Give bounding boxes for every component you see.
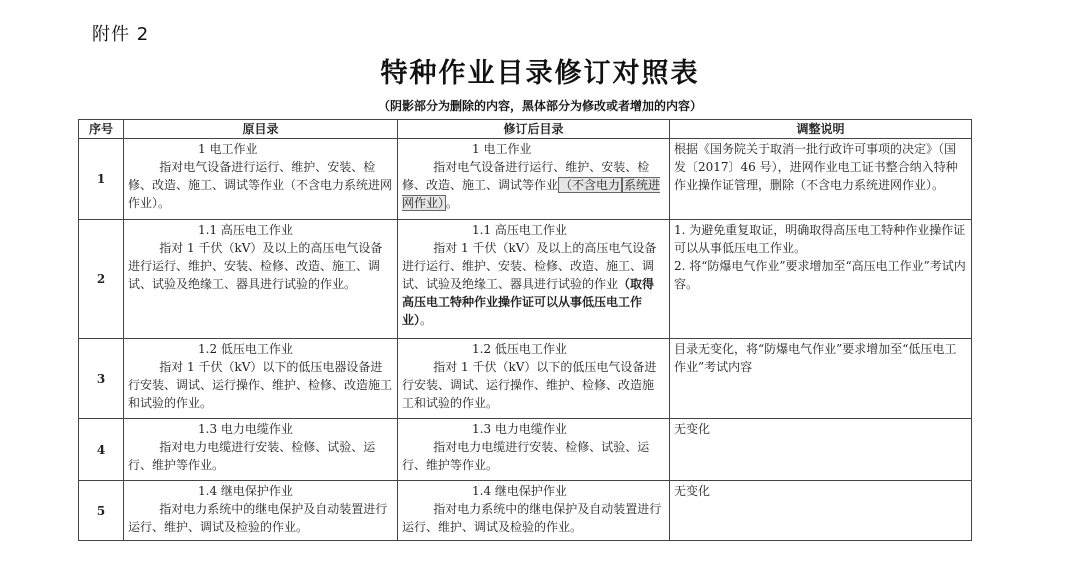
revised-desc-tail: 。: [446, 196, 459, 210]
document-title: 特种作业目录修订对照表: [380, 58, 700, 89]
revised-desc: 指对电力电缆进行安装、检修、试验、运行、维护等作业。: [402, 440, 650, 472]
column-header-seq: 序号: [79, 120, 124, 139]
original-desc: 指对 1 千伏（kV）及以上的高压电气设备进行运行、维护、安装、检修、改造、施工、调试、试验及绝缘工、器具进行试验的作业。: [128, 241, 383, 291]
original-title: 1.3 电力电缆作业: [198, 422, 293, 436]
added-bold-text: （取得高压电工特种作业操作证可以从事低压电工作业）: [402, 277, 655, 327]
revised-title: 1.4 继电保护作业: [472, 484, 567, 498]
row-number: 1: [79, 139, 124, 220]
revised-desc: 指对 1 千伏（kV）以下的低压电气设备进行安装、调试、运行操作、维护、检修、改造施工和试验的作业。: [402, 360, 657, 410]
remark-line: 无变化: [674, 422, 711, 436]
revised-desc: [402, 239, 665, 329]
revised-title: 1.1 高压电工作业: [472, 223, 567, 237]
column-header-original: 原目录: [124, 120, 398, 139]
revised-desc: 指对电力系统中的继电保护及自动装置进行运行、维护、调试及检验的作业。: [402, 502, 662, 534]
revised-title: 1.2 低压电工作业: [472, 342, 567, 356]
original-cell: [124, 220, 398, 339]
remark-line: 2. 将“防爆电气作业”要求增加至“高压电工作业”考试内容。: [674, 259, 966, 291]
revised-desc-tail: 。: [420, 313, 433, 327]
deleted-shaded-text: 系统进网作业）: [402, 178, 661, 210]
revised-desc-text: 指对 1 千伏（kV）及以上的高压电气设备进行运行、维护、安装、检修、改造、施工、调试、试验及绝缘工、器具进行试验的作业: [402, 241, 657, 291]
column-header-remark: 调整说明: [670, 120, 972, 139]
remark-cell: [670, 339, 972, 419]
document-note: （阴影部分为删除的内容，黑体部分为修改或者增加的内容）: [377, 99, 702, 113]
original-cell: [124, 481, 398, 541]
remark-line: 1. 为避免重复取证，明确取得高压电工特种作业操作证可以从事低压电工作业。: [674, 223, 966, 255]
revised-desc-text: 指对电气设备进行运行、维护、安装、检修、改造、施工、调试等作业: [402, 160, 650, 192]
remark-cell: [670, 139, 972, 220]
row-number: 2: [79, 220, 124, 339]
remark-cell: [670, 220, 972, 339]
original-cell: [124, 419, 398, 481]
original-title: 1.2 低压电工作业: [198, 342, 293, 356]
remark-cell: [670, 419, 972, 481]
table-row: [79, 220, 972, 339]
revised-cell: [398, 339, 670, 419]
remark-line: 目录无变化，将“防爆电气作业”要求增加至“低压电工作业”考试内容: [674, 342, 957, 374]
row-number: 4: [79, 419, 124, 481]
deleted-shaded-text: （不含电力: [560, 178, 621, 192]
revised-title: 1.3 电力电缆作业: [472, 422, 567, 436]
column-header-revised: 修订后目录: [398, 120, 670, 139]
remark-line: 无变化: [674, 484, 711, 498]
table-row: [79, 139, 972, 220]
original-title: 1 电工作业: [198, 142, 258, 156]
comparison-table: [78, 119, 972, 541]
original-cell: [124, 339, 398, 419]
table-row: [79, 419, 972, 481]
attachment-label: 附件 2: [92, 24, 150, 45]
table-row: [79, 339, 972, 419]
revised-cell: [398, 220, 670, 339]
original-cell: [124, 139, 398, 220]
original-desc: 指对 1 千伏（kV）以下的低压电器设备进行安装、调试、运行操作、维护、检修、改造施工和试验的作业。: [128, 360, 393, 410]
original-desc: 指对电力系统中的继电保护及自动装置进行运行、维护、调试及检验的作业。: [128, 502, 388, 534]
remark-line: 根据《国务院关于取消一批行政许可事项的决定》（国发〔2017〕46 号），进网作业电工证书整合纳入特种作业操作证管理，删除（不含电力系统进网作业）。: [674, 142, 958, 192]
table-header-row: [79, 120, 972, 139]
original-desc: 指对电力电缆进行安装、检修、试验、运行、维护等作业。: [128, 440, 376, 472]
remark-cell: [670, 481, 972, 541]
revised-cell: [398, 481, 670, 541]
revised-cell: [398, 419, 670, 481]
original-desc: 指对电气设备进行运行、维护、安装、检修、改造、施工、调试等作业（不含电力系统进网作业）。: [128, 160, 393, 210]
table-row: [79, 481, 972, 541]
revised-desc: [402, 158, 665, 212]
row-number: 3: [79, 339, 124, 419]
original-title: 1.4 继电保护作业: [198, 484, 293, 498]
original-title: 1.1 高压电工作业: [198, 223, 293, 237]
revised-cell: [398, 139, 670, 220]
revised-title: 1 电工作业: [472, 142, 532, 156]
row-number: 5: [79, 481, 124, 541]
